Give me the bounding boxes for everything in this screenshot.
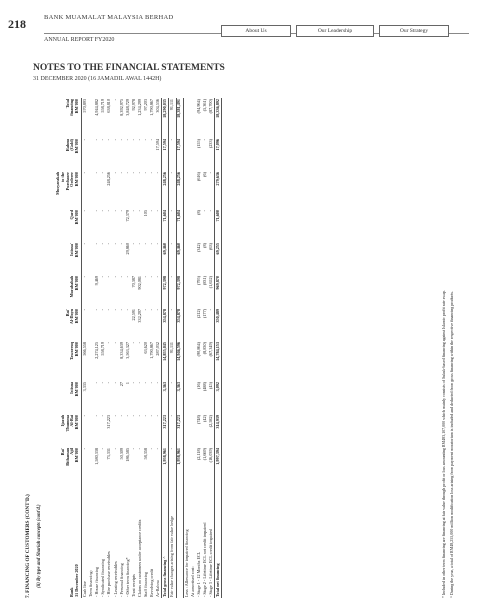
table-cell: - — [106, 243, 112, 245]
table-cell: - — [106, 342, 112, 344]
table-cell: 2,274,125 — [94, 342, 100, 359]
table-cell: - — [100, 139, 106, 141]
table-cell: (1,652) — [207, 276, 213, 289]
table-cell: - — [130, 243, 136, 245]
table-cell: - — [169, 448, 175, 450]
table-cell: - — [118, 139, 124, 141]
table-cell: - — [112, 415, 118, 417]
column-header: Murabahah RM'000 — [56, 275, 82, 308]
table-cell: 248,256 — [106, 172, 112, 186]
table-cell: 3,563,327 — [124, 342, 130, 359]
table-cell: - — [112, 342, 118, 344]
row-label: - Personal financing — [118, 563, 124, 597]
table-cell: (342) — [195, 243, 201, 253]
table-cell: - — [100, 276, 106, 278]
table-cell: 71,604 — [162, 209, 169, 242]
table-cell: 50,309 — [118, 448, 124, 460]
table-cell: 4,944,882 — [94, 99, 100, 116]
table-cell: 570,893 — [82, 99, 88, 113]
table-cell: 1,790,867 — [149, 99, 155, 116]
table-cell: - — [169, 243, 175, 245]
table-cell: 27 — [118, 382, 124, 387]
table-cell: 1,790,867 — [149, 342, 155, 359]
table-cell: - — [82, 309, 88, 311]
nav-about-us-button[interactable]: About Us — [221, 25, 291, 37]
table-cell: 3,848,729 — [124, 99, 130, 116]
table-cell: 73,331 — [106, 448, 112, 460]
table-cell: 9,469 — [94, 276, 100, 286]
table-cell: 8,392,975 — [118, 99, 124, 116]
table-body — [82, 98, 222, 598]
table-cell: - — [143, 415, 149, 417]
table-row — [162, 98, 169, 598]
table-cell: - — [149, 243, 155, 245]
table-cell — [183, 242, 190, 275]
table-cell: - — [106, 276, 112, 278]
footnote-2: ^ During the year, a total of RM48,255,000 million modification loss arising from payment moratorium is included and deducted from gross financing within the respective financing products. — [449, 291, 454, 598]
table-cell: 304,536 — [155, 99, 161, 113]
table-cell: - — [149, 210, 155, 212]
table-cell: - — [155, 448, 161, 450]
table-cell: (831) — [201, 276, 207, 286]
table-cell: 29,860 — [124, 243, 130, 255]
column-header: Tawarruq RM'000 — [56, 341, 82, 381]
table-cell: 317,223 — [176, 414, 183, 447]
table-cell: - — [112, 243, 118, 245]
table-cell: 72,379 — [124, 210, 130, 222]
table-cell: 1 — [124, 382, 130, 385]
table-cell: 97,203 — [143, 99, 149, 111]
table-cell: - — [100, 243, 106, 245]
table-cell: 92,978 — [130, 99, 136, 111]
table-cell — [183, 414, 190, 447]
table-cell: 354,878 — [176, 308, 183, 341]
table-cell: 279,636 — [215, 171, 222, 209]
table-cell: 58,358 — [143, 448, 149, 460]
table-cell: - — [118, 276, 124, 278]
table-cell: (155) — [195, 139, 201, 149]
table-cell: - — [100, 448, 106, 450]
table-cell: 186,585 — [124, 448, 130, 462]
table-cell: - — [106, 210, 112, 212]
table-cell: - — [82, 415, 88, 417]
table-cell: - — [136, 243, 142, 245]
table-cell: 558,719 — [100, 342, 106, 356]
table-cell: - — [155, 382, 161, 384]
table-cell: 350,489 — [215, 308, 222, 341]
table-cell: 972,398 — [176, 275, 183, 308]
table-cell: (8) — [195, 210, 201, 215]
row-label: - Stage 3 - Lifetime ECL credit impaired — [207, 528, 213, 597]
column-header: Total financing RM'000 — [56, 98, 82, 138]
table-cell: - — [201, 139, 207, 141]
table-cell: - — [82, 210, 88, 212]
table-cell: - — [82, 139, 88, 141]
table-cell: - — [149, 415, 155, 417]
table-cell: - — [112, 382, 118, 384]
notes-title: NOTES TO THE FINANCIAL STATEMENTS — [33, 63, 225, 73]
table-cell: - — [94, 415, 100, 417]
table-cell: 8,334,639 — [118, 342, 124, 359]
table-cell: - — [169, 210, 175, 212]
table-cell: - — [130, 172, 136, 174]
table-cell: (177) — [201, 309, 207, 319]
table-cell: - — [149, 382, 155, 384]
column-header: Qard RM'000 — [56, 209, 82, 242]
table-cell: (42) — [201, 415, 207, 422]
table-cell: - — [155, 243, 161, 245]
table-cell: - — [130, 139, 136, 141]
row-label — [176, 480, 183, 598]
table-cell: - — [112, 276, 118, 278]
table-cell: - — [94, 309, 100, 311]
row-label: - House financing — [94, 566, 100, 597]
table-cell — [183, 98, 190, 138]
table-cell: (90,864) — [195, 342, 201, 357]
nav-our-leadership-button[interactable]: Our Leadership — [296, 25, 374, 37]
row-label: - Stage 2 - Lifetime ECL not credit impaired — [201, 522, 207, 597]
table-cell: 17,594 — [176, 138, 183, 171]
table-cell: - — [136, 172, 142, 174]
table-cell: - — [94, 243, 100, 245]
table-cell: - — [130, 382, 136, 384]
table-cell: - — [112, 139, 118, 141]
section-title: 7. FINANCING OF CUSTOMERS (CONT'D.) — [25, 494, 31, 598]
row-label: Ar-Rahnu — [155, 580, 161, 597]
row-label: Trust receipts — [130, 574, 136, 597]
row-label: Term financing: — [88, 570, 94, 597]
table-cell: - — [169, 415, 175, 417]
column-header: Ijarah Thumma Al-Bai RM'000 — [56, 414, 82, 447]
table-cell: (87,700) — [207, 99, 213, 114]
table-cell: - — [136, 415, 142, 417]
table-cell: - — [155, 210, 161, 212]
table-cell: 317,223 — [162, 414, 169, 447]
table-cell: - — [143, 309, 149, 311]
table-cell: 105 — [143, 210, 149, 217]
table-cell: - — [136, 448, 142, 450]
table-cell: 18,381,491 — [176, 98, 183, 138]
table-cell: - — [94, 139, 100, 141]
table-cell: - — [94, 382, 100, 384]
table-row — [82, 98, 89, 598]
table-cell: - — [149, 139, 155, 141]
column-header: Musyarakah to the Purchaser Orderer RM'000 — [56, 171, 82, 209]
table-cell: 3,363 — [176, 381, 183, 414]
row-label: Total gross financing ^ — [162, 480, 169, 598]
table-cell: - — [100, 309, 106, 311]
table-cell: - — [124, 139, 130, 141]
table-cell: - — [169, 139, 175, 141]
table-cell: - — [82, 448, 88, 450]
row-label: Claims on customers under acceptance credits — [136, 519, 142, 597]
table-cell: 248,256 — [176, 171, 183, 209]
table-cell: (16,039) — [207, 448, 213, 463]
table-cell: 972,398 — [162, 275, 169, 308]
table-cell: (8,830) — [201, 342, 207, 355]
table-cell: 18,336,892 — [215, 98, 222, 138]
table-cell: - — [149, 309, 155, 311]
table-cell: - — [112, 309, 118, 311]
table-cell: 71,604 — [176, 209, 183, 242]
table-cell: - — [155, 276, 161, 278]
table-cell: - — [118, 309, 124, 311]
table-cell: (1,669) — [201, 448, 207, 461]
page-header — [0, 0, 480, 52]
table-cell: (94,964) — [195, 99, 201, 114]
table-cell — [183, 447, 190, 480]
table-cell — [183, 381, 190, 414]
table-cell: - — [112, 210, 118, 212]
table-cell: - — [155, 309, 161, 311]
column-header: Istisna' RM'000 — [56, 242, 82, 275]
row-label: Less : Allowance for impaired financing — [183, 529, 189, 597]
table-cell: 248,256 — [162, 171, 169, 209]
table-cell: - — [118, 210, 124, 212]
table-cell: - — [100, 172, 106, 174]
table-cell: 314,939 — [215, 414, 222, 447]
table-row — [176, 98, 183, 598]
column-header: Bank 31 December 2020 — [56, 480, 82, 598]
table-cell: 317,223 — [106, 415, 112, 429]
table-cell: (8) — [201, 243, 207, 248]
table-cell: (2,582) — [207, 415, 213, 428]
table-cell: 91,111 — [169, 342, 175, 354]
table-cell: - — [136, 139, 142, 141]
table-cell: - — [118, 415, 124, 417]
table-cell: - — [169, 172, 175, 174]
table-cell: 332,297 — [136, 309, 142, 323]
table-cell: 566,558 — [82, 342, 88, 356]
table-cell: - — [143, 243, 149, 245]
table-cell — [183, 138, 190, 171]
table-cell: (63) — [207, 243, 213, 250]
rotated-table-area — [22, 92, 470, 602]
table-cell: 638,810 — [106, 99, 112, 113]
table-cell: 902,081 — [136, 276, 142, 290]
table-cell: - — [149, 172, 155, 174]
row-label: - Stage 1 - 12 Months ECL — [195, 551, 201, 597]
table-header-row — [56, 98, 82, 598]
table-cell: (616) — [195, 172, 201, 182]
table-cell: - — [124, 172, 130, 174]
table-cell: - — [136, 382, 142, 384]
table-cell: - — [136, 342, 142, 344]
table-cell: (233) — [207, 139, 213, 149]
table-cell: (488) — [201, 382, 207, 392]
table-cell: - — [136, 210, 142, 212]
table-cell: - — [112, 172, 118, 174]
table-cell — [183, 209, 190, 242]
table-cell: 3,335 — [82, 382, 88, 392]
table-cell: - — [106, 139, 112, 141]
table-cell: - — [143, 276, 149, 278]
table-cell: - — [100, 210, 106, 212]
row-label: Fair value changes arising from fair value hedge — [169, 515, 175, 597]
table-cell: (5,361) — [201, 99, 207, 112]
table-cell: - — [155, 415, 161, 417]
table-cell: - — [201, 210, 207, 212]
table-cell: 69,255 — [215, 242, 222, 275]
table-cell: - — [82, 243, 88, 245]
table-cell: 287,032 — [155, 342, 161, 356]
table-cell: - — [94, 210, 100, 212]
nav-our-strategy-button[interactable]: Our Strategy — [379, 25, 449, 37]
table-row — [183, 98, 190, 598]
table-cell: 14,855,045 — [162, 341, 169, 381]
row-label: Total net financing — [215, 480, 222, 598]
page-number: 218 — [8, 17, 26, 31]
table-cell: 22,591 — [130, 309, 136, 321]
column-header: Rahnu (Gold) RM'000 — [56, 138, 82, 171]
table-cell: 71,600 — [215, 209, 222, 242]
table-cell: - — [106, 309, 112, 311]
section-subtitle: (ii) By type and Shariah concepts (cont'd.) — [37, 504, 42, 588]
column-header: Bai' Bithaman Ajil RM'000 — [56, 447, 82, 480]
table-cell: 17,096 — [215, 138, 222, 171]
table-cell: - — [130, 448, 136, 450]
table-cell: 70,387 — [130, 276, 136, 288]
row-label: - Other term financing* — [124, 557, 130, 597]
table-cell: - — [130, 210, 136, 212]
rotated-content — [22, 92, 470, 602]
table-cell — [183, 341, 190, 381]
table-cell: - — [94, 172, 100, 174]
table-cell: 18,290,035 — [162, 98, 169, 138]
table-cell: (45) — [207, 382, 213, 389]
table-row — [155, 98, 162, 598]
table-cell: - — [112, 99, 118, 101]
table-cell: - — [82, 276, 88, 278]
annual-report-label: ANNUAL REPORT FY2020 — [44, 37, 115, 43]
table-cell: 91,111 — [169, 99, 175, 111]
table-cell: 17,594 — [162, 138, 169, 171]
table-cell: (67,349) — [207, 342, 213, 357]
table-cell: 14,784,153 — [215, 341, 222, 381]
table-cell: 69,460 — [176, 242, 183, 275]
table-cell: - — [207, 172, 213, 174]
financing-table — [56, 98, 222, 598]
table-cell: 69,460 — [162, 242, 169, 275]
table-cell — [183, 308, 190, 341]
table-cell: (6) — [201, 172, 207, 177]
table-cell: (795) — [195, 276, 201, 286]
table-cell: 1,997,394 — [215, 447, 222, 480]
table-row — [215, 98, 222, 598]
table-cell: 17,594 — [155, 139, 161, 151]
row-label: - Leasing receivables — [112, 561, 118, 597]
table-cell: 3,092 — [215, 381, 222, 414]
table-cell: - — [155, 172, 161, 174]
table-cell: - — [169, 382, 175, 384]
table-cell: - — [149, 448, 155, 450]
row-label: Staff financing — [143, 572, 149, 597]
notes-subtitle: 31 DECEMBER 2020 (16 JAMADIL AWAL 1442H) — [33, 76, 162, 82]
table-cell — [183, 275, 190, 308]
table-cell: 3,363 — [162, 381, 169, 414]
table-cell: 969,870 — [215, 275, 222, 308]
table-cell: - — [143, 139, 149, 141]
table-cell: 354,878 — [162, 308, 169, 341]
table-cell: - — [100, 382, 106, 384]
bank-name: BANK MUAMALAT MALAYSIA BERHAD — [44, 14, 174, 21]
table-cell: - — [82, 172, 88, 174]
table-cell: - — [169, 276, 175, 278]
column-header: Bai' Al-Dayn RM'000 — [56, 308, 82, 341]
table-cell: 1,958,961 — [176, 447, 183, 480]
table-cell: - — [143, 382, 149, 384]
table-cell: (212) — [195, 309, 201, 319]
table-row — [208, 98, 215, 598]
table-cell: 1,234,299 — [136, 99, 142, 116]
table-cell: 63,620 — [143, 342, 149, 354]
row-label: - Syndicated financing — [100, 559, 106, 597]
table-cell: - — [207, 309, 213, 311]
table-cell: (2,118) — [195, 448, 201, 461]
row-label: - Hire purchase receivables — [106, 551, 112, 597]
table-cell: (16) — [195, 382, 201, 389]
table-cell: 14,946,596 — [176, 341, 183, 381]
table-row — [169, 98, 176, 598]
column-header: Istisna RM'000 — [56, 381, 82, 414]
table-cell: - — [118, 172, 124, 174]
table-cell: - — [124, 309, 130, 311]
table-cell: - — [130, 415, 136, 417]
row-label: At amortised cost: — [189, 566, 195, 597]
table-cell: 1,580,338 — [94, 448, 100, 465]
table-cell: - — [118, 243, 124, 245]
table-cell: - — [149, 276, 155, 278]
table-cell: (748) — [195, 415, 201, 425]
table-cell: 558,719 — [100, 99, 106, 113]
row-label: Revolving credit — [149, 568, 155, 597]
table-cell: - — [169, 309, 175, 311]
table-cell: - — [112, 448, 118, 450]
table-cell: - — [143, 172, 149, 174]
table-cell: - — [124, 415, 130, 417]
table-cell: 1,958,961 — [162, 447, 169, 480]
footnote-1: * Included in other term financing are financing at fair value through profit or loss amounting RM483,107,000 which mainly consists of Sukuk-based financing against Islamic profit rate swap. — [441, 290, 446, 598]
table-cell: - — [130, 342, 136, 344]
table-cell — [183, 171, 190, 209]
table-cell: - — [100, 415, 106, 417]
table-cell: - — [106, 382, 112, 384]
row-label: Cash line — [82, 581, 88, 597]
table-cell: - — [124, 276, 130, 278]
table-cell: - — [207, 210, 213, 212]
